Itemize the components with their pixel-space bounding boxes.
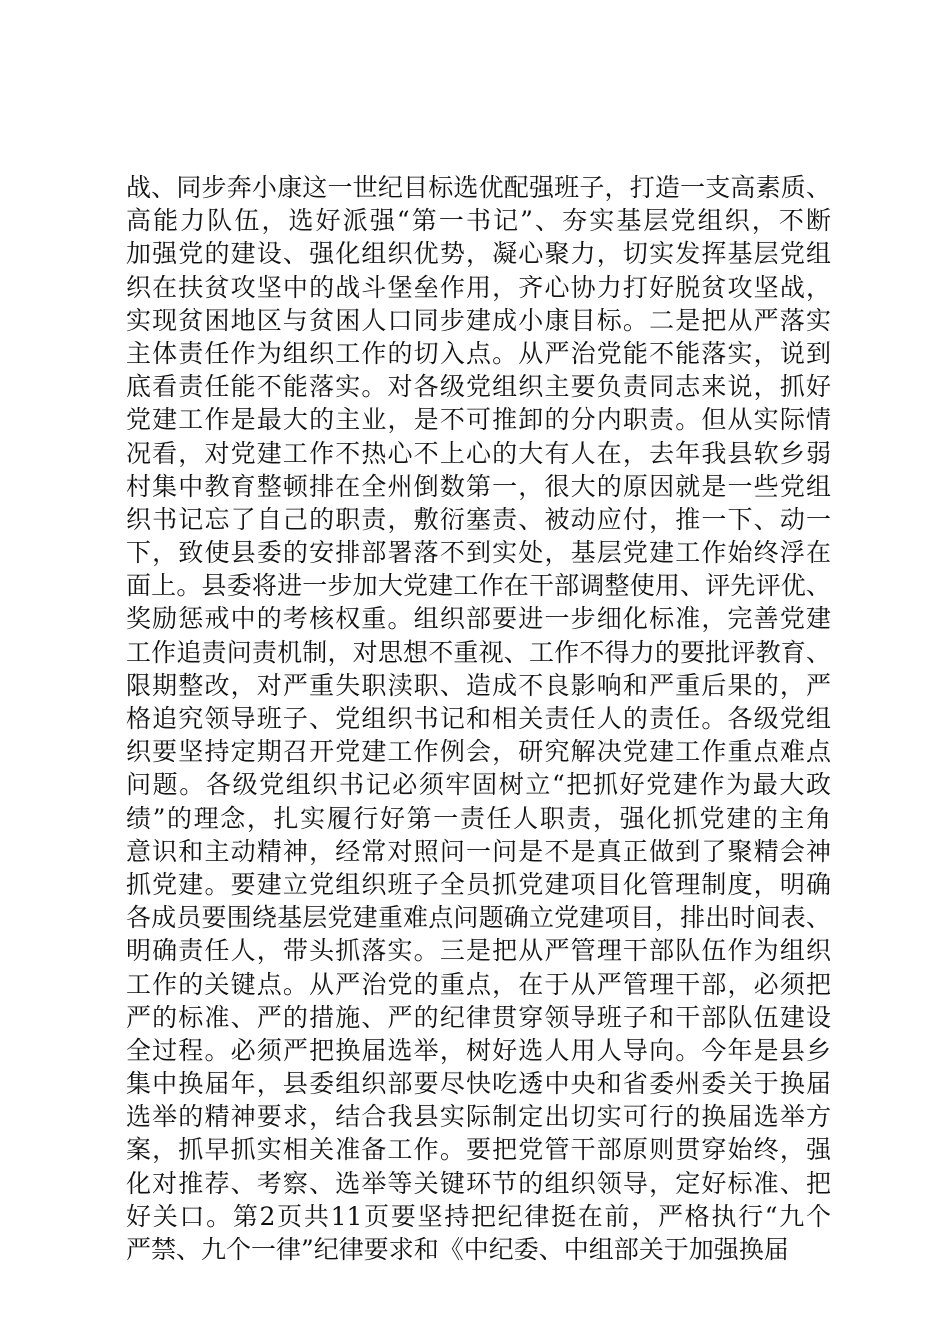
text-line: 加强党的建设、强化组织优势，凝心聚力，切实发挥基层党组	[126, 239, 831, 269]
text-line: 好关口。第2页共11页要坚持把纪律挺在前，严格执行“九个	[126, 1201, 831, 1231]
text-line: 各成员要围绕基层党建重难点问题确立党建项目，排出时间表、	[126, 903, 831, 933]
text-line: 主体责任作为组织工作的切入点。从严治党能不能落实，说到	[126, 338, 831, 368]
text-line: 实现贫困地区与贫困人口同步建成小康目标。二是把从严落实	[126, 305, 831, 335]
text-line: 限期整改，对严重失职渎职、造成不良影响和严重后果的，严	[126, 670, 831, 700]
text-line: 底看责任能不能落实。对各级党组织主要负责同志来说，抓好	[126, 372, 831, 402]
text-line: 党建工作是最大的主业，是不可推卸的分内职责。但从实际情	[126, 405, 831, 435]
text-line: 绩”的理念，扎实履行好第一责任人职责，强化抓党建的主角	[126, 803, 831, 833]
text-line: 明确责任人，带头抓落实。三是把从严管理干部队伍作为组织	[126, 936, 831, 966]
text-line: 集中换届年，县委组织部要尽快吃透中央和省委州委关于换届	[126, 1069, 831, 1099]
text-line: 村集中教育整顿排在全州倒数第一，很大的原因就是一些党组	[126, 471, 831, 501]
text-line: 格追究领导班子、党组织书记和相关责任人的责任。各级党组	[126, 704, 831, 733]
text-line: 工作追责问责机制，对思想不重视、工作不得力的要批评教育、	[126, 637, 831, 667]
text-line: 严的标准、严的措施、严的纪律贯穿领导班子和干部队伍建设	[126, 1002, 831, 1032]
text-line: 案，抓早抓实相关准备工作。要把党管干部原则贯穿始终，强	[126, 1135, 831, 1165]
text-line: 面上。县委将进一步加大党建工作在干部调整使用、评先评优、	[126, 571, 831, 601]
text-line: 意识和主动精神，经常对照问一问是不是真正做到了聚精会神	[126, 836, 831, 866]
text-line: 严禁、九个一律”纪律要求和《中纪委、中组部关于加强换届	[126, 1235, 789, 1264]
body-paragraph	[126, 171, 831, 1266]
text-line: 全过程。必须严把换届选举，树好选人用人导向。今年是县乡	[126, 1035, 831, 1065]
text-line: 高能力队伍，选好派强“第一书记”、夯实基层党组织，不断	[126, 206, 831, 236]
text-line: 抓党建。要建立党组织班子全员抓党建项目化管理制度，明确	[126, 869, 831, 899]
text-line: 况看，对党建工作不热心不上心的大有人在，去年我县软乡弱	[126, 438, 831, 468]
text-line: 战、同步奔小康这一世纪目标选优配强班子，打造一支高素质、	[126, 173, 831, 202]
text-line: 化对推荐、考察、选举等关键环节的组织领导，定好标准、把	[126, 1168, 831, 1198]
text-line: 问题。各级党组织书记必须牢固树立“把抓好党建作为最大政	[126, 770, 831, 800]
text-line: 织要坚持定期召开党建工作例会，研究解决党建工作重点难点	[126, 737, 831, 767]
text-line: 工作的关键点。从严治党的重点，在于从严管理干部，必须把	[126, 969, 831, 999]
text-line: 奖励惩戒中的考核权重。组织部要进一步细化标准，完善党建	[126, 604, 831, 634]
text-line: 织在扶贫攻坚中的战斗堡垒作用，齐心协力打好脱贫攻坚战，	[126, 272, 831, 302]
text-line: 织书记忘了自己的职责，敷衍塞责、被动应付，推一下、动一	[126, 504, 831, 534]
text-line: 下，致使县委的安排部署落不到实处，基层党建工作始终浮在	[126, 538, 831, 568]
text-line: 选举的精神要求，结合我县实际制定出切实可行的换届选举方	[126, 1102, 831, 1132]
